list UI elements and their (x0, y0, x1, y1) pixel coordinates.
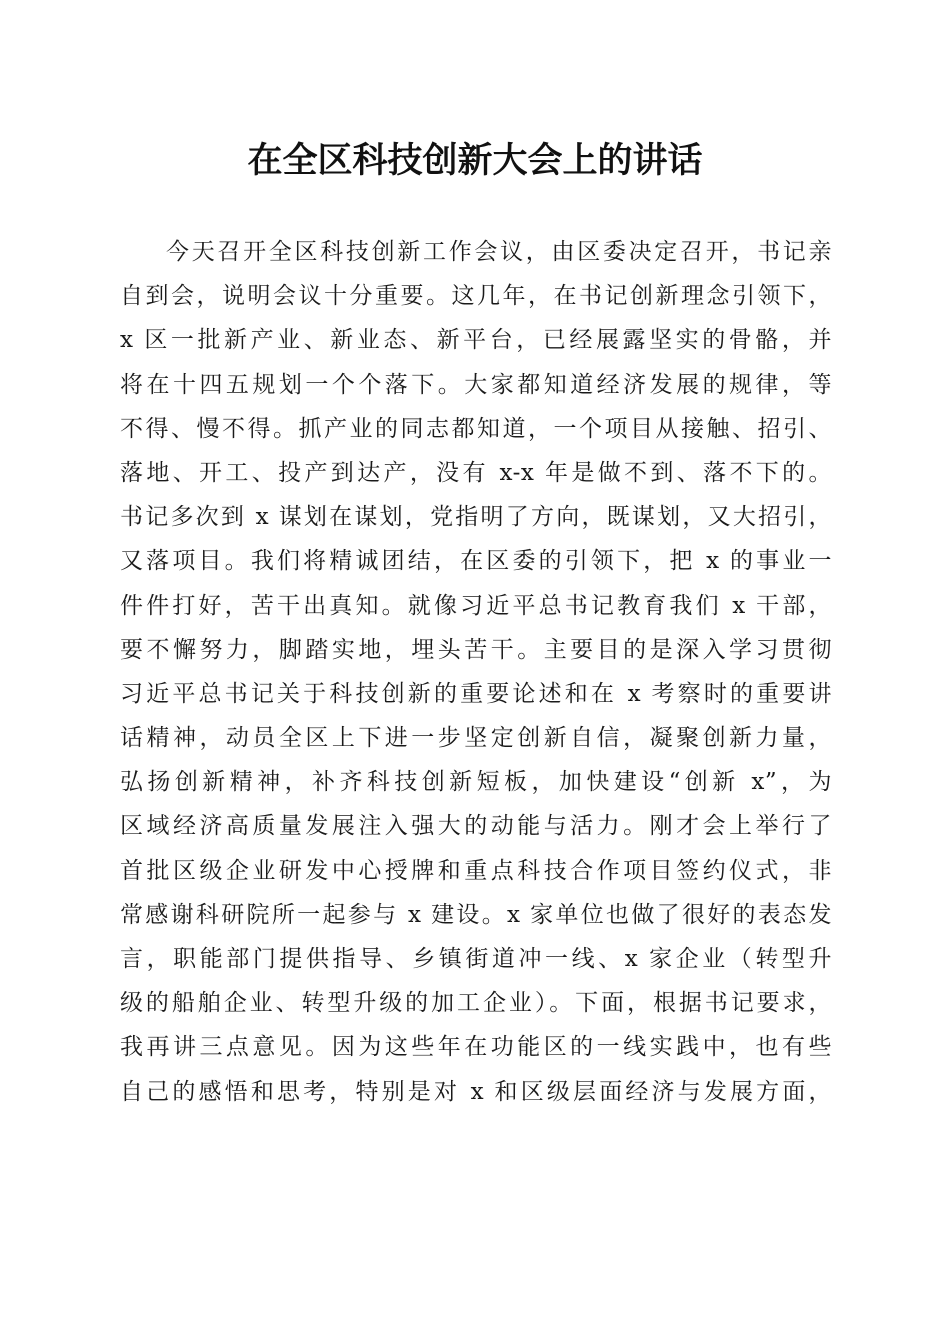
paragraph-line: 不得、慢不得。抓产业的同志都知道，一个项目从接触、招引、 (120, 415, 832, 442)
paragraph-line: 件件打好，苦干出真知。就像习近平总书记教育我们 x 干部， (120, 592, 832, 619)
paragraph-line: 话精神，动员全区上下进一步坚定创新自信，凝聚创新力量， (120, 725, 832, 752)
paragraph-line: 常感谢科研院所一起参与 x 建设。x 家单位也做了很好的表态发 (120, 901, 832, 928)
document-title: 在全区科技创新大会上的讲话 (247, 140, 703, 181)
paragraph-line: 首批区级企业研发中心授牌和重点科技合作项目签约仪式，非 (120, 857, 832, 884)
paragraph-line: 落地、开工、投产到达产，没有 x-x 年是做不到、落不下的。 (120, 459, 832, 486)
paragraph-line: 级的船舶企业、转型升级的加工企业）。下面，根据书记要求， (120, 990, 832, 1017)
paragraph-line: 又落项目。我们将精诚团结，在区委的引领下，把 x 的事业一 (120, 548, 832, 575)
paragraph-line: 言，职能部门提供指导、乡镇街道冲一线、x 家企业（转型升 (120, 946, 832, 972)
paragraph-line: 要不懈努力，脚踏实地，埋头苦干。主要目的是深入学习贯彻 (120, 636, 832, 663)
paragraph-line: 自到会，说明会议十分重要。这几年，在书记创新理念引领下， (120, 283, 832, 310)
paragraph-line: 区域经济高质量发展注入强大的动能与活力。刚才会上举行了 (120, 813, 832, 840)
paragraph-line: 今天召开全区科技创新工作会议，由区委决定召开，书记亲 (166, 239, 832, 265)
paragraph-line: 弘扬创新精神，补齐科技创新短板，加快建设“创新 x”，为 (120, 769, 832, 796)
paragraph-line: 将在十四五规划一个个落下。大家都知道经济发展的规律，等 (120, 371, 832, 398)
paragraph-line: x 区一批新产业、新业态、新平台，已经展露坚实的骨骼，并 (120, 327, 832, 354)
paragraph-line: 自己的感悟和思考，特别是对 x 和区级层面经济与发展方面， (120, 1078, 832, 1105)
paragraph-line: 习近平总书记关于科技创新的重要论述和在 x 考察时的重要讲 (120, 680, 832, 707)
speech-paragraph (120, 230, 832, 1114)
paragraph-line: 我再讲三点意见。因为这些年在功能区的一线实践中，也有些 (120, 1034, 832, 1061)
paragraph-line: 书记多次到 x 谋划在谋划，党指明了方向，既谋划，又大招引， (120, 504, 832, 531)
